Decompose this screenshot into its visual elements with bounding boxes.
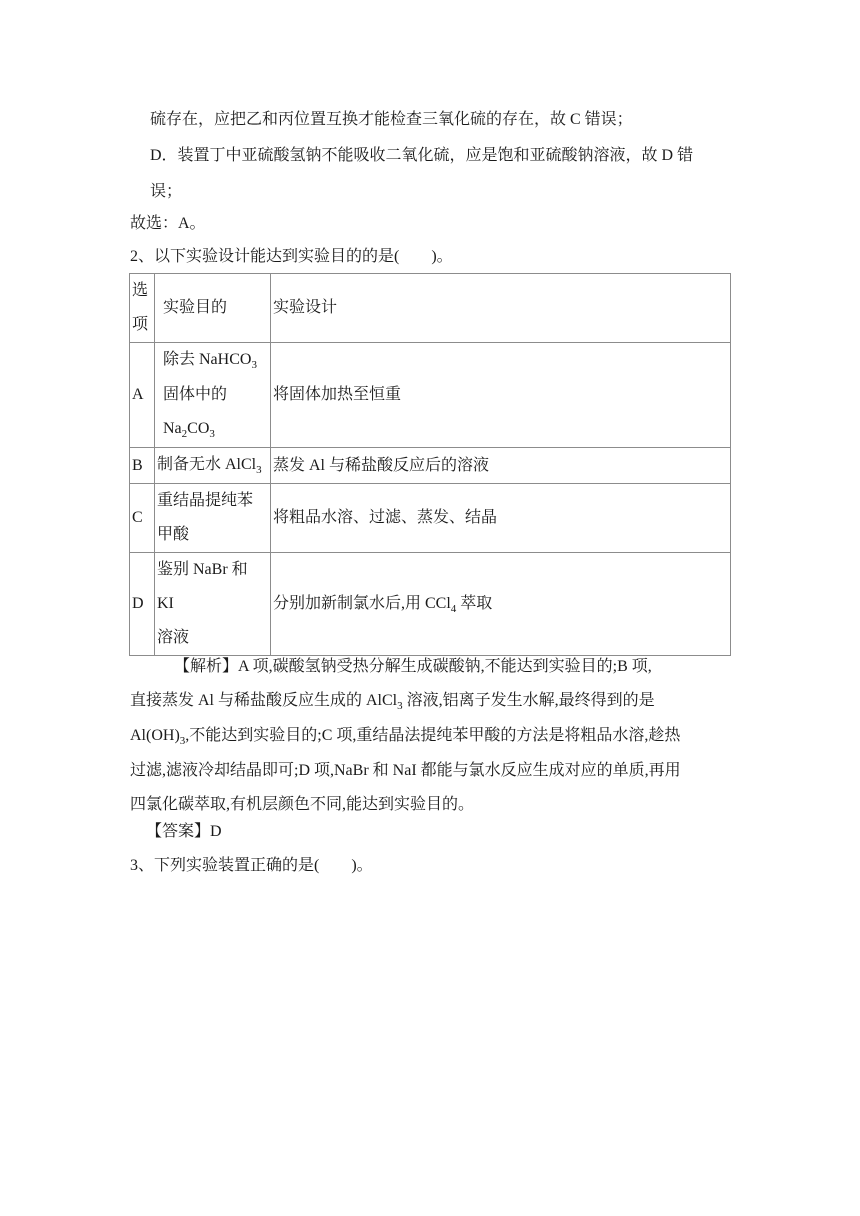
text-line: 误；: [150, 183, 183, 200]
aim-cell: [155, 343, 271, 448]
aim-cell: [155, 553, 271, 656]
analysis-line: 四氯化碳萃取,有机层颜色不同,能达到实验目的。: [130, 796, 475, 813]
analysis-paragraph: [130, 650, 730, 822]
answer-line: 【答案】D: [146, 823, 222, 840]
option-cell: A: [130, 343, 155, 448]
aim-cell: 制备无水 AlCl$_3$: [155, 448, 271, 484]
analysis-line: 【解析】A 项,碳酸氢钠受热分解生成碳酸钠,不能达到实验目的;B 项,: [174, 658, 652, 675]
aim-line: $Na_2CO_3$: [163, 420, 215, 440]
table-header-row: [130, 274, 731, 343]
aim-line: 溶液: [157, 629, 190, 646]
text-line: 故选：A。: [130, 215, 206, 232]
header-cell-aim: 实验目的: [155, 274, 271, 343]
option-cell: C: [130, 484, 155, 553]
header-cell-option: [130, 274, 155, 343]
option-cell: B: [130, 448, 155, 484]
header-option-line: 项: [132, 316, 149, 333]
option-cell: D: [130, 553, 155, 656]
aim-line: 固体中的: [163, 386, 228, 403]
design-cell: 将粗品水溶、过滤、蒸发、结晶: [271, 484, 731, 553]
design-cell: 将固体加热至恒重: [271, 343, 731, 448]
table-row: [130, 484, 731, 553]
analysis-line: $Al(OH)_3$,不能达到实验目的;C 项,重结晶法提纯苯甲酸的方法是将粗品水溶,趁热: [130, 727, 681, 747]
design-cell: 蒸发 Al 与稀盐酸反应后的溶液: [271, 448, 731, 484]
header-cell-design: 实验设计: [271, 274, 731, 343]
table-row: [130, 448, 731, 484]
design-cell: 分别加新制氯水后,用 CCl$_4$ 萃取: [271, 553, 731, 656]
text-line: 硫存在，应把乙和丙位置互换才能检查三氧化硫的存在，故 C 错误；: [150, 111, 633, 128]
aim-line: 除去 NaHCO$_3$: [163, 351, 257, 371]
text-line: D．装置丁中亚硫酸氢钠不能吸收二氧化硫，应是饱和亚硫酸钠溶液，故 D 错: [150, 147, 694, 164]
aim-line: 甲酸: [157, 526, 190, 543]
aim-line: 鉴别 NaBr 和 KI: [157, 561, 248, 612]
question-stem: 3、下列实验装置正确的是( )。: [130, 857, 373, 874]
aim-cell: [155, 484, 271, 553]
table-row: [130, 553, 731, 656]
table-row: [130, 343, 731, 448]
header-option-line: 选: [132, 282, 149, 299]
aim-line: 重结晶提纯苯: [157, 492, 254, 509]
question-stem: 2、以下实验设计能达到实验目的的是( )。: [130, 248, 453, 265]
analysis-line: 过滤,滤液冷却结晶即可;D 项,NaBr 和 NaI 都能与氯水反应生成对应的单质,再用: [130, 762, 681, 779]
experiment-table: [129, 273, 731, 656]
analysis-line: 直接蒸发 Al 与稀盐酸反应生成的 AlCl$_3$ 溶液,铝离子发生水解,最终得到的是: [130, 692, 655, 712]
